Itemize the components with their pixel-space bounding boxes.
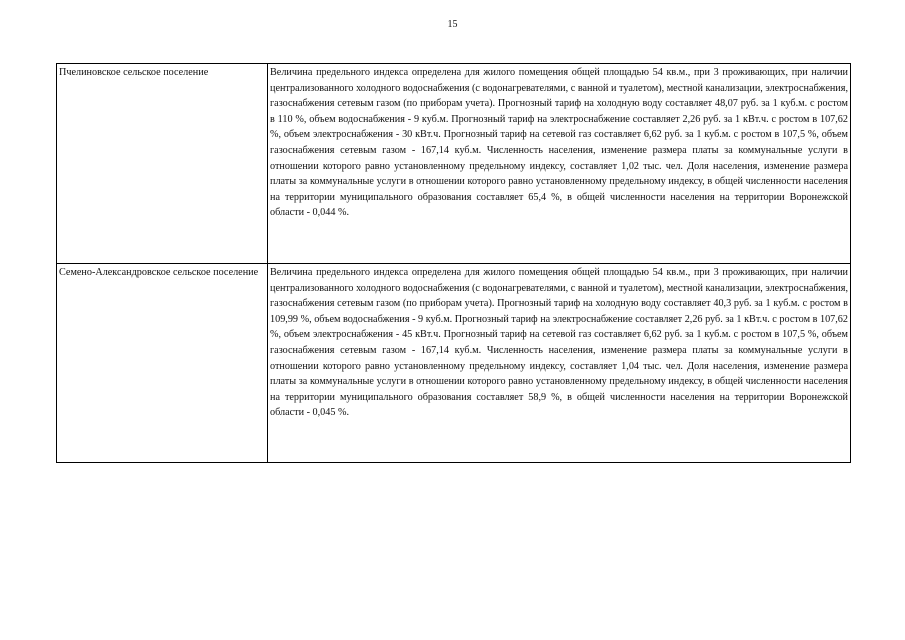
table-row [57,264,851,463]
municipal-tariff-table [56,63,851,463]
tariff-description: Величина предельного индекса определена для жилого помещения общей площадью 54 кв.м., при 3 проживающих, при наличии централизованного холодного водоснабжения (с водонагревателями, с ванной и туалетом), местной канализации, электроснабжения, газоснабжения сетевым газом (по приборам учета). Прогнозный тариф на холодную воду составляет 48,07 руб. за 1 куб.м. с ростом в 110 %, объем водоснабжения - 9 куб.м. Прогнозный тариф на электроснабжение составляет 2,26 руб. за 1 кВт.ч. с ростом в 107,62 %, объем электроснабжения - 30 кВт.ч. Прогнозный тариф на сетевой газ составляет 6,62 руб. за 1 куб.м. с ростом в 107,5 %, объем газоснабжения сетевым газом - 167,14 куб.м. Численность населения, изменение размера платы за коммунальные услуги в отношении которого равно установленному предельному индексу, составляет 1,02 тыс. чел. Доля населения, изменение размера платы за коммунальные услуги в отношении которого равно установленному предельному индексу, в общей численности населения на территории муниципального образования составляет 65,4 %, в общей численности населения на территории Воронежской области - 0,044 %. [270,67,848,219]
municipality-name: Пчелиновское сельское поселение [59,67,209,78]
municipality-name: Семено-Александровское сельское поселение [59,267,259,278]
page-number: 15 [447,19,458,30]
tariff-description: Величина предельного индекса определена для жилого помещения общей площадью 54 кв.м., при 3 проживающих, при наличии централизованного холодного водоснабжения (с водонагревателями, с ванной и туалетом), местной канализации, электроснабжения, газоснабжения сетевым газом (по приборам учета). Прогнозный тариф на холодную воду составляет 40,3 руб. за 1 куб.м. с ростом в 109,99 %, объем водоснабжения - 9 куб.м. Прогнозный тариф на электроснабжение составляет 2,26 руб. за 1 кВт.ч. с ростом в 107,62 %, объем электроснабжения - 45 кВт.ч. Прогнозный тариф на сетевой газ составляет 6,62 руб. за 1 куб.м. с ростом в 107,5 %, объем газоснабжения сетевым газом - 167,14 куб.м. Численность населения, изменение размера платы за коммунальные услуги в отношении которого равно установленному предельному индексу, составляет 1,04 тыс. чел. Доля населения, изменение размера платы за коммунальные услуги в отношении которого равно установленному предельному индексу, в общей численности населения на территории муниципального образования составляет 58,9 %, в общей численности населения на территории Воронежской области - 0,045 %. [270,267,848,419]
table-row [57,64,851,264]
tariff-description-cell [268,64,851,264]
municipality-cell [57,264,268,463]
tariff-description-cell [268,264,851,463]
municipality-cell [57,64,268,264]
